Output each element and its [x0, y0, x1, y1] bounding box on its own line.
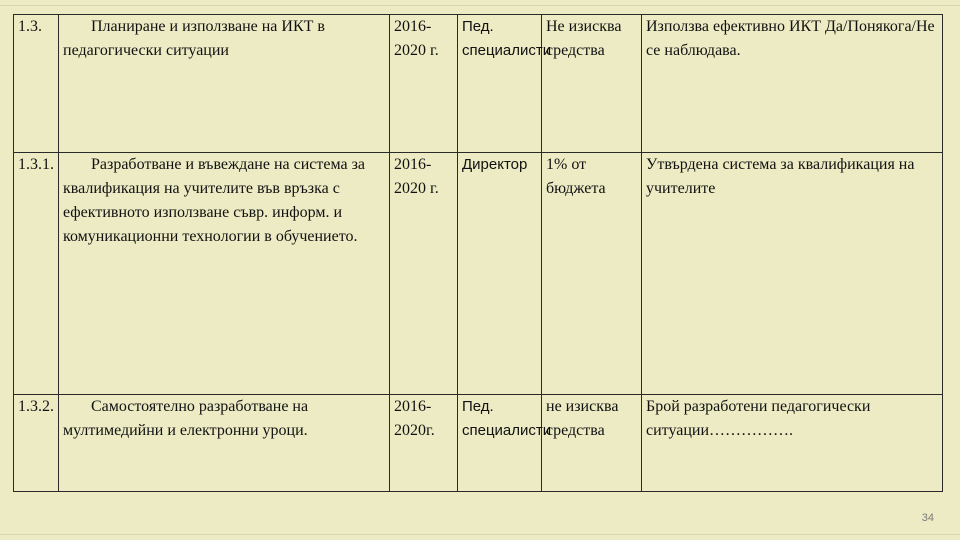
funding-cell: 1% от бюджета	[542, 153, 642, 395]
bottom-border-line	[0, 534, 960, 535]
table-row	[14, 153, 943, 395]
period-cell: 2016-2020г.	[390, 395, 458, 492]
task-text: Планиране и използване на ИКТ в педагогически ситуации	[63, 18, 325, 59]
indicator-cell: Брой разработени педагогически ситуации…………….	[642, 395, 943, 492]
funding-cell: не изисква средства	[542, 395, 642, 492]
task-cell	[59, 153, 390, 395]
action-plan-table	[13, 14, 943, 492]
funding-cell: Не изисква средства	[542, 15, 642, 153]
table-row	[14, 15, 943, 153]
top-border-line	[0, 5, 960, 6]
period-cell: 2016-2020 г.	[390, 15, 458, 153]
responsible-cell: Пед. специалисти	[458, 395, 542, 492]
task-cell	[59, 15, 390, 153]
row-number: 1.3.2.	[14, 395, 59, 492]
task-text: Разработване и въвеждане на система за квалификация на учителите във връзка с ефективното използване съвр. информ. и комуникационни технологии в обучението.	[63, 156, 366, 245]
row-number: 1.3.	[14, 15, 59, 153]
page-number: 34	[921, 512, 934, 524]
indicator-cell: Утвърдена система за квалификация на учителите	[642, 153, 943, 395]
responsible-cell: Пед. специалисти	[458, 15, 542, 153]
responsible-cell: Директор	[458, 153, 542, 395]
indicator-cell: Използва ефективно ИКТ Да/Понякога/Не се наблюдава.	[642, 15, 943, 153]
row-number: 1.3.1.	[14, 153, 59, 395]
task-cell	[59, 395, 390, 492]
period-cell: 2016-2020 г.	[390, 153, 458, 395]
table-row	[14, 395, 943, 492]
task-text: Самостоятелно разработване на мултимедийни и електронни уроци.	[63, 398, 309, 439]
